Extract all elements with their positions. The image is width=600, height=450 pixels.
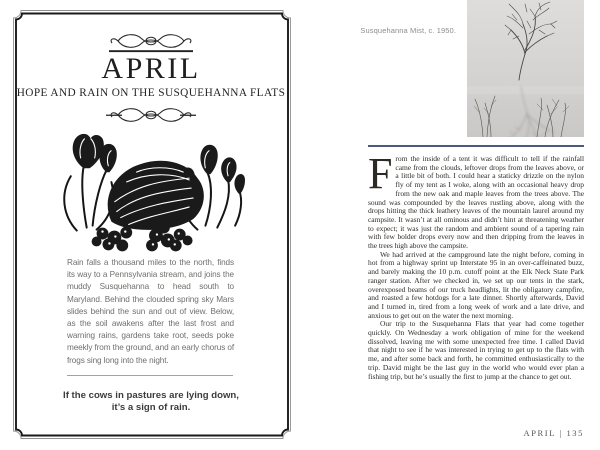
- paragraph-3: Our trip to the Susquehanna Flats that year had come together quickly. On Wednesday a work obligation of mine for the weekend dissolved, leaving me with some unexpected free time. I called David that night to see if he was interested in trying to get up to the flats with me, and after some back and forth, he committed enthusiastically to the trip. David might be the last guy in the world who would ever plan a fishing trip, but he’s usually the first to jump at the chance to get out.: [368, 319, 584, 381]
- folklore-quote: [35, 390, 267, 414]
- right-page: [300, 0, 600, 450]
- paragraph-1: [368, 149, 584, 251]
- flourish-ornament-icon: [106, 105, 196, 127]
- misty-tree-photo: [467, 0, 584, 137]
- drop-cap: F: [368, 149, 393, 198]
- accent-rule: [368, 145, 584, 147]
- folklore-line-1: If the cows in pastures are lying down,: [63, 390, 239, 401]
- page-footer: APRIL | 135: [523, 428, 584, 438]
- chapter-subtitle: HOPE AND RAIN ON THE SUSQUEHANNA FLATS: [16, 87, 286, 99]
- photo-caption: Susquehanna Mist, c. 1950.: [360, 26, 456, 35]
- right-page-body-text: [368, 149, 584, 381]
- folklore-line-2: it’s a sign of rain.: [111, 402, 191, 413]
- paragraph-1-text: rom the inside of a tent it was difficult to tell if the rainfall came from the clouds, leftover drops from the leaves above, or a little bit of both. I could hear a staticky drizzle on the nylon fly of my tent as I woke, along with an occasional heavy drop from the new oak and maple leaves from the trees above. The sound was compounded by the leaves rustling above, along with the drops hitting the thick leathery leaves of the mountain laurel around my campsite. It wasn’t at all ominous and didn’t hint at threatening weather to expect; it was just the random and ambient sound of a tapering rain with few bolder drops every now and then dripping from the leaves in the trees high above the campsite.: [368, 154, 584, 251]
- divider-rule: [67, 375, 233, 376]
- paragraph-2: We had arrived at the campground late the night before, coming in hot from a highway sprint up Interstate 95 in an over-caffeinated buzz, and barely making the 10 p.m. cutoff point at the Elk Neck State Park ranger station. After we checked in, we set up our tents in the stark, overexposed beams of our truck headlights, lit the obligatory campfire, and roasted a few hotdogs for a late dinner. Shortly afterwards, David and I turned in, tired from a long week of work and a late drive, and anxious to get out on the water the next morning.: [368, 249, 584, 320]
- chapter-title: APRIL: [101, 52, 201, 85]
- flourish-ornament-icon: [106, 32, 196, 54]
- left-page-body-text: Rain falls a thousand miles to the north, finds its way to a Pennsylvania stream, and joins the muddy Susquehanna to head south to Maryland. Behind the clouded spring sky Mars slides behind the sun and out of view. Below, as the soil awakens after the last frost and warning rains, gardens take root, seeds poke meekly from the ground, and an early chorus of frogs sing long into the night.: [67, 258, 234, 365]
- tulip-woodcut-illustration: [57, 126, 245, 256]
